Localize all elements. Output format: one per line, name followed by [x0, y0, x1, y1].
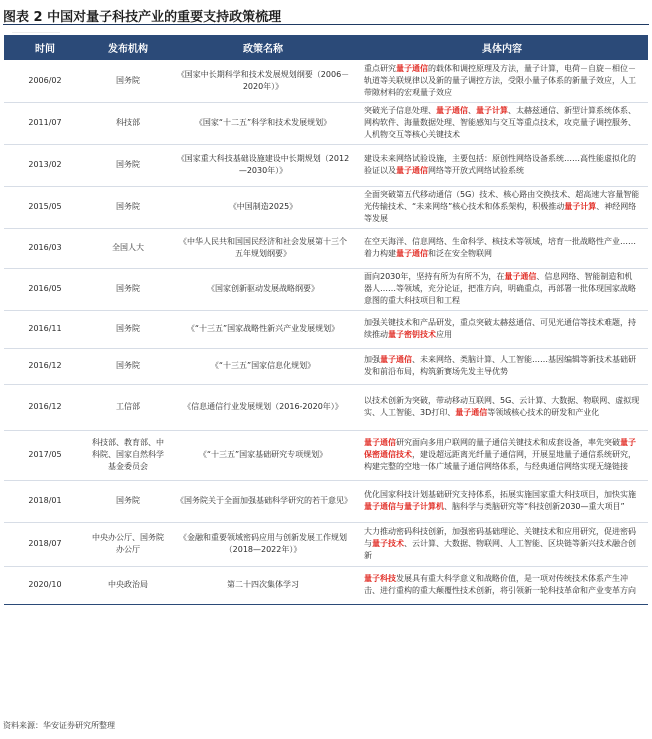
row-policy: 《国家“十二五”科学和技术发展规划》	[170, 102, 356, 144]
table-row	[4, 186, 648, 228]
highlighted-term: 量子通信	[504, 272, 537, 281]
row-policy: 《国家中长期科学和技术发展规划纲要（2006－2020年）》	[170, 60, 356, 102]
row-org: 国务院	[86, 186, 170, 228]
highlighted-term: 量子通信	[396, 249, 428, 258]
table-row	[4, 60, 648, 102]
highlighted-term: 量子通信	[380, 355, 412, 364]
row-time: 2016/12	[4, 348, 86, 384]
content-text: 、脑科学与类脑研究等“科技创新2030—重大项目”	[444, 502, 625, 511]
row-time: 2018/07	[4, 522, 86, 566]
table-row	[4, 430, 648, 480]
column-header-policy: 政策名称	[170, 35, 356, 60]
content-text: 研究面向多用户联网的量子通信关键技术和成套设备，率先突破	[396, 438, 620, 447]
row-policy: 《中华人民共和国国民经济和社会发展第十三个五年规划纲要》	[170, 228, 356, 268]
content-text: 、神经网络等发展	[364, 202, 637, 223]
row-content	[356, 228, 648, 268]
column-header-org: 发布机构	[86, 35, 170, 60]
row-org: 国务院	[86, 348, 170, 384]
row-org: 科技部	[86, 102, 170, 144]
content-text: ，建设超远距离光纤量子通信网，开展星地量子通信系统研究，构建完整的空地一体广域量子通信网络体系，与经典通信网络实现无缝链接	[364, 450, 636, 471]
row-content	[356, 384, 648, 430]
highlighted-term: 量子通信	[396, 166, 428, 175]
row-policy: 《国务院关于全面加强基础科学研究的若干意见》	[170, 480, 356, 522]
row-policy: 《金融和重要领域密码应用与创新发展工作规划（2018—2022年）》	[170, 522, 356, 566]
row-org: 全国人大	[86, 228, 170, 268]
content-text: 全面突破第五代移动通信（5G）技术、核心路由交换技术、超高速大容量智能光传输技术、“未来网络”核心技术和体系架构，积极推动	[364, 190, 640, 211]
content-text: 、未来网络、类脑计算、人工智能……基因编辑等新技术基础研发和前沿布局，构筑新赛场先发主导优势	[364, 355, 636, 376]
row-org: 国务院	[86, 268, 170, 310]
highlighted-term: 量子科技	[364, 574, 396, 583]
row-content	[356, 310, 648, 348]
table-row	[4, 228, 648, 268]
highlighted-term: 量子通信	[364, 438, 396, 447]
row-content	[356, 186, 648, 228]
table-row	[4, 144, 648, 186]
row-policy: 《国家创新驱动发展战略纲要》	[170, 268, 356, 310]
table-header-row	[4, 35, 648, 60]
table-row	[4, 348, 648, 384]
row-time: 2011/07	[4, 102, 86, 144]
content-text: 突破光子信息处理、	[364, 106, 436, 115]
row-org: 工信部	[86, 384, 170, 430]
row-policy: 《“十三五”国家信息化规划》	[170, 348, 356, 384]
row-policy: 《“十三五”国家基础研究专项规划》	[170, 430, 356, 480]
highlighted-term: 量子通信与量子计算机	[364, 502, 444, 511]
column-header-time: 时间	[4, 35, 86, 60]
content-text: 、信息网络、智能制造和机器人……等领域，充分论证，把准方向，明确重点，再部署一批体现国家战略意图的重大科技项目和工程	[364, 272, 636, 305]
content-text: 加强关键技术和产品研发，重点突破太赫兹通信、可见光通信等技术难题，持续推动	[364, 318, 636, 339]
content-text: 大力推动密码科技创新，加强密码基础理论、关键技术和应用研究，促进密码与	[364, 527, 636, 548]
row-content	[356, 430, 648, 480]
row-time: 2015/05	[4, 186, 86, 228]
row-content	[356, 566, 648, 604]
row-content	[356, 102, 648, 144]
content-text: 应用	[436, 330, 452, 339]
row-org: 科技部、教育部、中科院、国家自然科学基金委员会	[86, 430, 170, 480]
row-time: 2016/05	[4, 268, 86, 310]
table-row	[4, 384, 648, 430]
highlighted-term: 量子计算	[476, 106, 508, 115]
row-time: 2016/11	[4, 310, 86, 348]
row-policy: 《国家重大科技基础设施建设中长期规划（2012—2030年）》	[170, 144, 356, 186]
highlighted-term: 量子密钥技术	[388, 330, 436, 339]
content-text: 优化国家科技计划基础研究支持体系，拓展实施国家重大科技项目，加快实施	[364, 490, 636, 499]
row-time: 2017/05	[4, 430, 86, 480]
policy-table	[4, 35, 648, 605]
row-content	[356, 60, 648, 102]
row-time: 2016/12	[4, 384, 86, 430]
faint-text: ……………………	[12, 28, 60, 35]
row-org: 中央办公厅、国务院办公厅	[86, 522, 170, 566]
content-text: 网络等开放式网络试验系统	[428, 166, 524, 175]
column-header-content: 具体内容	[356, 35, 648, 60]
content-text: 、	[468, 106, 476, 115]
highlighted-term: 量子通信	[455, 408, 488, 417]
content-text: 等领域核心技术的研发和产业化	[487, 408, 600, 417]
content-text: 、太赫兹通信、新型计算系统体系、网构软件、海量数据处理、智能感知与交互等重点技术，攻克量子调控服务、人机物交互等核心关键技术	[364, 106, 636, 139]
row-org: 国务院	[86, 144, 170, 186]
row-policy: 《“十三五”国家战略性新兴产业发展规划》	[170, 310, 356, 348]
row-content	[356, 348, 648, 384]
table-row	[4, 310, 648, 348]
content-text: 、云计算、大数据、物联网、人工智能、区块链等新兴技术融合创新	[364, 539, 636, 560]
row-time: 2016/03	[4, 228, 86, 268]
row-time: 2013/02	[4, 144, 86, 186]
row-policy: 《信息通信行业发展规划（2016-2020年）》	[170, 384, 356, 430]
row-org: 国务院	[86, 310, 170, 348]
row-org: 国务院	[86, 60, 170, 102]
row-content	[356, 144, 648, 186]
table-row	[4, 522, 648, 566]
row-time: 2020/10	[4, 566, 86, 604]
row-org: 国务院	[86, 480, 170, 522]
table-row	[4, 566, 648, 604]
content-text: 以技术创新为突破，带动移动互联网、5G、云计算、大数据、物联网、虚拟现实、人工智能、3D打印、	[364, 396, 640, 417]
content-text: 发展具有重大科学意义和战略价值，是一项对传统技术体系产生冲击、进行重构的重大颠覆性技术创新，将引领新一轮科技革命和产业变革方向	[364, 574, 636, 595]
content-text: 建设未来网络试验设施，主要包括：原创性网络设备系统……高性能虚拟化的验证以及	[364, 154, 636, 175]
content-text: 的载体和调控原理及方法，量子计算，电荷－自旋－相位－轨道等关联规律以及新的量子调控方法，受限小量子体系的新量子效应，人工带隙材料的宏观量子效应	[364, 63, 636, 97]
highlighted-term: 量子计算	[564, 202, 597, 211]
row-content	[356, 480, 648, 522]
content-text: 和泛在安全物联网	[428, 249, 492, 258]
row-org: 中央政治局	[86, 566, 170, 604]
table-row	[4, 480, 648, 522]
highlighted-term: 量子保密通信技术	[364, 438, 636, 459]
table-row	[4, 268, 648, 310]
row-time: 2018/01	[4, 480, 86, 522]
highlighted-term: 量子通信	[436, 106, 468, 115]
page-title: 图表 2 中国对量子科技产业的重要支持政策梳理	[3, 10, 282, 25]
table-body	[4, 60, 648, 604]
content-text: 重点研究	[364, 63, 396, 73]
table-row	[4, 102, 648, 144]
source-note: 资料来源：华安证券研究所整理	[3, 721, 115, 730]
content-text: 面向2030年，坚持有所为有所不为，在	[364, 272, 505, 281]
title-divider	[3, 24, 649, 25]
row-policy: 第二十四次集体学习	[170, 566, 356, 604]
row-time: 2006/02	[4, 60, 86, 102]
highlighted-term: 量子技术	[372, 539, 404, 548]
row-content	[356, 522, 648, 566]
row-content	[356, 268, 648, 310]
row-policy: 《中国制造2025》	[170, 186, 356, 228]
content-text: 在空天海洋、信息网络、生命科学、核技术等领域，培育一批战略性产业……着力构建	[364, 237, 636, 258]
content-text: 加强	[364, 355, 380, 364]
highlighted-term: 量子通信	[396, 63, 428, 73]
